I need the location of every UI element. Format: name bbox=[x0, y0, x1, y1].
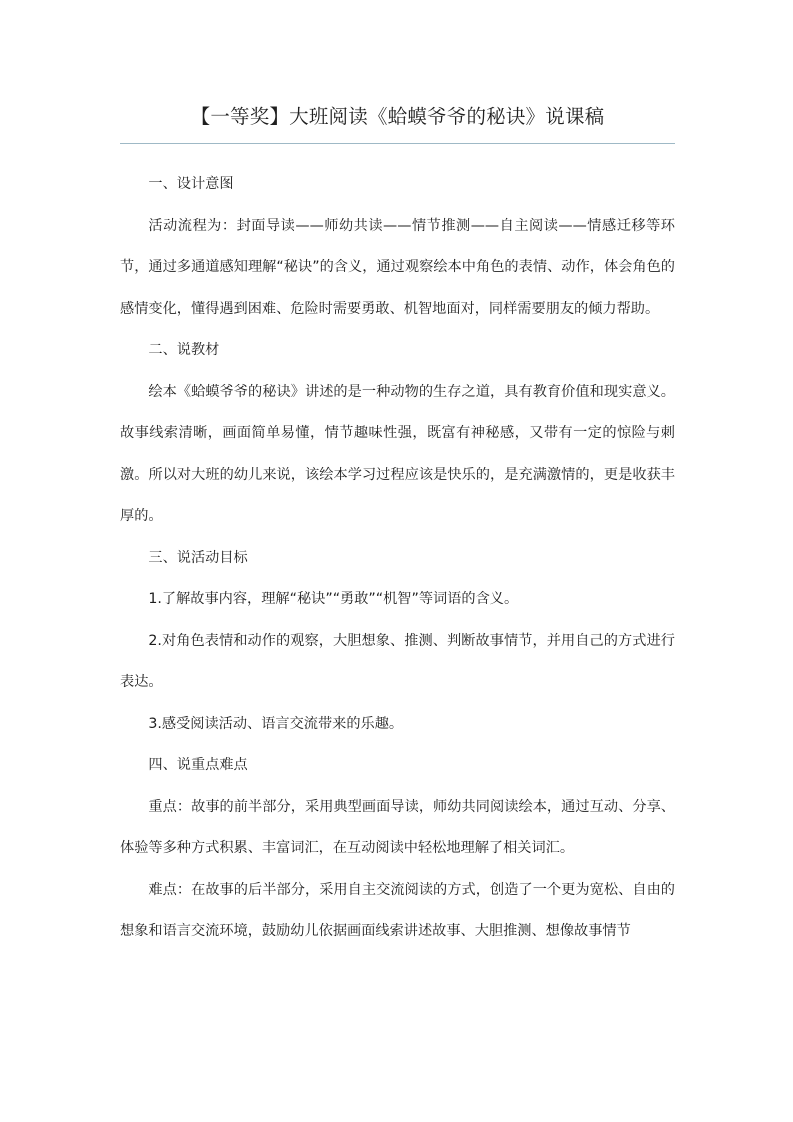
section-heading-key-points: 四、说重点难点 bbox=[148, 757, 248, 773]
section-heading-teaching-material: 二、说教材 bbox=[148, 342, 220, 358]
goal-item-2: 2.对角色表情和动作的观察，大胆想象、推测、判断故事情节，并用自己的方式进行表达。 bbox=[120, 632, 675, 690]
goal-item-3: 3.感受阅读活动、语言交流带来的乐趣。 bbox=[148, 715, 404, 732]
document-title: 【一等奖】大班阅读《蛤蟆爷爷的秘诀》说课稿 bbox=[190, 105, 605, 128]
paragraph-picture-book: 绘本《蛤蟆爷爷的秘诀》讲述的是一种动物的生存之道，具有教育价值和现实意义。故事线索清晰，画面简单易懂，情节趣味性强，既富有神秘感，又带有一定的惊险与刺激。所以对大班的幼儿来说，该绘本学习过程应该是快乐的，是充满激情的，更是收获丰厚的。 bbox=[120, 383, 675, 524]
goal-item-1: 1.了解故事内容，理解“秘诀”“勇敢”“机智”等词语的含义。 bbox=[148, 591, 519, 607]
section-heading-design-intent: 一、设计意图 bbox=[148, 176, 234, 192]
paragraph-difficulty: 难点：在故事的后半部分，采用自主交流阅读的方式，创造了一个更为宽松、自由的想象和语言交流环境，鼓励幼儿依据画面线索讲述故事、大胆推测、想像故事情节 bbox=[120, 881, 675, 939]
title-divider bbox=[120, 143, 675, 144]
document-body bbox=[120, 164, 675, 953]
paragraph-key-point: 重点：故事的前半部分，采用典型画面导读，师幼共同阅读绘本，通过互动、分享、体验等多种方式积累、丰富词汇，在互动阅读中轻松地理解了相关词汇。 bbox=[120, 798, 675, 856]
section-heading-activity-goals: 三、说活动目标 bbox=[148, 549, 248, 566]
paragraph-activity-flow: 活动流程为：封面导读——师幼共读——情节推测——自主阅读——情感迁移等环节，通过多通道感知理解“秘诀”的含义，通过观察绘本中角色的表情、动作，体会角色的感情变化，懂得遇到困难、危险时需要勇敢、机智地面对，同样需要朋友的倾力帮助。 bbox=[120, 217, 675, 317]
